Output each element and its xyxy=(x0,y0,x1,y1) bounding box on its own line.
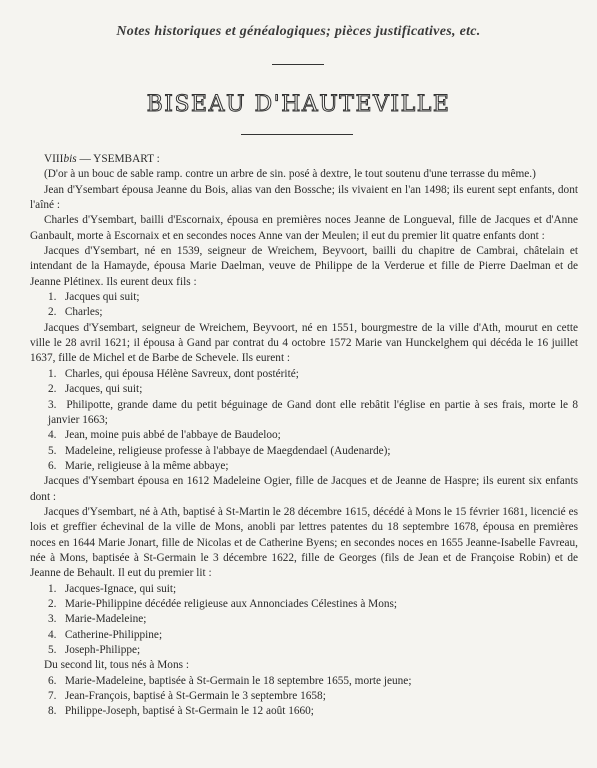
list-item-text: Joseph-Philippe; xyxy=(64,644,141,656)
list-item-number: 2. xyxy=(48,306,57,319)
list-item-text: Charles; xyxy=(64,306,103,319)
list-item-text: Jacques, qui suit; xyxy=(64,383,143,396)
paragraph: Jacques d'Ysembart, né à Ath, baptisé à St-Martin le 28 décembre 1615, décédé à Mons le 15 février 1681, licencié es lois et greffier échevinal de la ville de Mons, anobli par lettres patentes du 18 septembre 1678, épousa en premières noces en 1644 Marie Jonart, fille de Nicolas et de Catherine Byens; en secondes noces en 1655 Jeanne-Isabelle Favreau, née à Mons, baptisée à St-Germain le 3 décembre 1622, fille de Georges (fils de Jean et de Françoise Robin) et de Jeanne de Behault. Il eut du premier lit : xyxy=(30,505,578,580)
list-item-number: 3. xyxy=(48,613,57,626)
arms-description: (D'or à un bouc de sable ramp. contre un arbre de sin. posé à dextre, le tout soutenu d'une terrasse du même.) xyxy=(44,168,536,181)
list-item xyxy=(30,398,578,429)
list-item xyxy=(30,704,578,719)
list-item-number: 8. xyxy=(48,705,57,718)
section-heading xyxy=(30,152,578,167)
list-item-number: 1. xyxy=(48,582,57,595)
paragraph: Charles d'Ysembart, bailli d'Escornaix, épousa en premières noces Jeanne de Longueval, fille de Jacques et d'Anne Ganbault, morte à Escornaix et en secondes noces Anne van der Meulen; il eut du premier lit quatre enfants dont : xyxy=(30,214,578,242)
list-item-number: 3. xyxy=(48,398,57,411)
list-item-number: 7. xyxy=(48,690,57,703)
list-item-text: Jean-François, baptisé à St-Germain le 3 septembre 1658; xyxy=(64,690,326,703)
children-list xyxy=(30,290,578,321)
list-item-number: 5. xyxy=(48,644,57,656)
list-item-text: Madeleine, religieuse professe à l'abbaye de Maegdendael (Audenarde); xyxy=(64,444,391,457)
section-number: VIII xyxy=(44,153,64,165)
list-item xyxy=(30,444,578,459)
paragraph: Jacques d'Ysembart, seigneur de Wreichem, Beyvoort, né en 1551, bourgmestre de la ville d'Ath, mourut en cette ville le 28 avril 1621; il épousa à Gand par contrat du 4 octobre 1572 Marie van Hunckelghem qui décéda le 16 juillet 1637, fille de Michel et de Barbe de Schevele. Ils eurent : xyxy=(30,321,578,365)
title-rule xyxy=(241,134,353,135)
children-list xyxy=(30,367,578,474)
list-item xyxy=(30,689,578,704)
list-item xyxy=(30,597,578,612)
list-item xyxy=(30,628,578,643)
list-item xyxy=(30,290,578,305)
list-item xyxy=(30,612,578,627)
section-suffix: bis xyxy=(63,153,77,165)
list-item-text: Marie-Philippine décédée religieuse aux Annonciades Célestines à Mons; xyxy=(64,597,398,610)
list-item-text: Jacques qui suit; xyxy=(64,291,140,304)
list-item xyxy=(30,582,578,597)
list-item-text: Jacques-Ignace, qui suit; xyxy=(64,582,177,595)
list-item-number: 1. xyxy=(48,367,57,380)
list-item-text: Catherine-Philippine; xyxy=(64,628,163,641)
list-item-number: 5. xyxy=(48,444,57,457)
list-item xyxy=(30,643,578,658)
list-item-text: Philipotte, grande dame du petit béguinage de Gand dont elle rebâtit l'église en partie à ses frais, morte le 8 janvier 1663; xyxy=(48,398,578,426)
page-title: BISEAU D'HAUTEVILLE xyxy=(146,92,451,117)
section-name: — YSEMBART : xyxy=(76,153,160,165)
paragraph: Jacques d'Ysembart, né en 1539, seigneur de Wreichem, Beyvoort, bailli du chapitre de Cambrai, châtelain et intendant de la Hamayde, épousa Marie Daelman, veuve de Philippe de la Verderue et fille de Pierre Daelman et de Jeanne Plétinex. Ils eurent deux fils : xyxy=(30,245,578,288)
list-item-number: 2. xyxy=(48,383,57,396)
list-item-text: Philippe-Joseph, baptisé à St-Germain le 12 août 1660; xyxy=(64,705,314,718)
list-item-number: 4. xyxy=(48,429,57,442)
list-item-text: Charles, qui épousa Hélène Savreux, dont postérité; xyxy=(64,367,299,380)
list-item-number: 6. xyxy=(48,674,57,687)
children-list xyxy=(30,582,578,659)
list-item-text: Marie, religieuse à la même abbaye; xyxy=(64,459,229,472)
list-item xyxy=(30,367,578,382)
list-item-number: 1. xyxy=(48,291,57,304)
list-item-number: 2. xyxy=(48,597,57,610)
list-item xyxy=(30,459,578,474)
list-item-text: Jean, moine puis abbé de l'abbaye de Baudeloo; xyxy=(64,429,281,442)
body-text xyxy=(30,152,578,720)
paragraph: Du second lit, tous nés à Mons : xyxy=(44,659,189,672)
list-item-number: 4. xyxy=(48,628,57,641)
list-item xyxy=(30,428,578,443)
paragraph: Jacques d'Ysembart épousa en 1612 Madeleine Ogier, fille de Jacques et de Jeanne de Haspre; ils eurent six enfants dont : xyxy=(30,475,578,503)
children-list xyxy=(30,674,578,720)
list-item-text: Marie-Madeleine, baptisée à St-Germain le 18 septembre 1655, morte jeune; xyxy=(64,674,412,687)
paragraph: Jean d'Ysembart épousa Jeanne du Bois, alias van den Bossche; ils vivaient en l'an 1498; ils eurent sept enfants, dont l'aîné : xyxy=(30,183,578,212)
list-item xyxy=(30,305,578,320)
header-rule xyxy=(272,64,324,65)
list-item-number: 6. xyxy=(48,459,57,472)
running-header: Notes historiques et généalogiques; pièces justificatives, etc. xyxy=(116,24,481,39)
list-item-text: Marie-Madeleine; xyxy=(64,613,147,626)
list-item xyxy=(30,674,578,689)
list-item xyxy=(30,382,578,397)
